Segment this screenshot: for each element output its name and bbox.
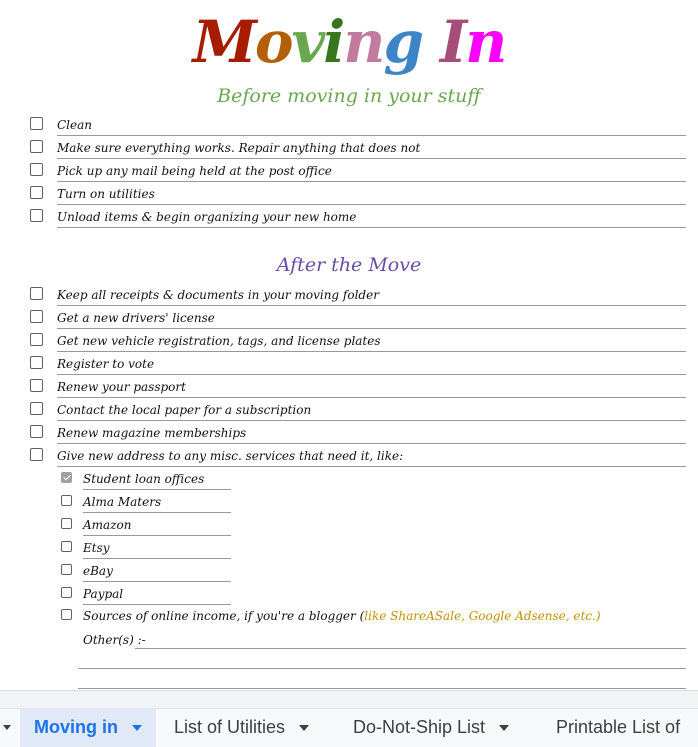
checkbox[interactable] bbox=[30, 333, 43, 346]
sheet-tab[interactable] bbox=[353, 708, 509, 747]
checkbox[interactable] bbox=[61, 587, 72, 598]
checkbox[interactable] bbox=[30, 379, 43, 392]
page-title bbox=[0, 0, 698, 84]
sub-checklist-row bbox=[0, 583, 240, 605]
title-letter: v bbox=[291, 8, 324, 76]
sub-checklist-row bbox=[0, 560, 240, 582]
service-label: Amazon bbox=[83, 514, 231, 536]
chevron-down-icon[interactable] bbox=[499, 725, 509, 731]
checklist-row bbox=[0, 137, 686, 159]
task-label: Give new address to any misc. services that need it, like: bbox=[57, 445, 686, 467]
checklist-row bbox=[0, 183, 686, 205]
other-input-line[interactable] bbox=[78, 688, 686, 689]
checkbox[interactable] bbox=[30, 356, 43, 369]
checkbox[interactable] bbox=[61, 518, 72, 529]
sheet-tab[interactable] bbox=[174, 708, 309, 747]
checkbox[interactable] bbox=[30, 402, 43, 415]
sheet-tab-label: Moving in bbox=[34, 717, 118, 737]
checkbox[interactable] bbox=[30, 163, 43, 176]
title-letter: i bbox=[323, 8, 344, 76]
task-label: Register to vote bbox=[57, 353, 686, 375]
income-label: Sources of online income, if you're a blogger ( bbox=[83, 609, 365, 623]
checkbox[interactable] bbox=[61, 609, 72, 620]
previous-tab-dropdown[interactable] bbox=[0, 708, 14, 747]
checklist-row bbox=[0, 307, 686, 329]
task-label: Pick up any mail being held at the post office bbox=[57, 160, 686, 182]
list-item-online-income bbox=[0, 605, 698, 627]
task-label: Clean bbox=[57, 114, 686, 136]
checkbox[interactable] bbox=[30, 448, 43, 461]
sub-checklist-row bbox=[0, 491, 240, 513]
task-label: Renew magazine memberships bbox=[57, 422, 686, 444]
checkbox[interactable] bbox=[30, 425, 43, 438]
title-letter: n bbox=[343, 8, 384, 76]
chevron-down-icon[interactable] bbox=[132, 725, 142, 731]
sheet-tab[interactable] bbox=[556, 708, 680, 747]
checkbox[interactable] bbox=[30, 186, 43, 199]
checkbox[interactable] bbox=[30, 140, 43, 153]
title-letter: I bbox=[440, 8, 466, 76]
sheet-tab[interactable] bbox=[20, 708, 156, 747]
sheet-tab-label: Do-Not-Ship List bbox=[353, 717, 486, 737]
checklist-row bbox=[0, 376, 686, 398]
service-label: Etsy bbox=[83, 537, 231, 559]
checklist-row bbox=[0, 330, 686, 352]
title-letter: g bbox=[383, 8, 423, 76]
sub-checklist-row bbox=[0, 514, 240, 536]
chevron-down-icon bbox=[3, 725, 11, 730]
other-input-line[interactable] bbox=[78, 668, 686, 669]
checklist-row bbox=[0, 284, 686, 306]
task-label: Turn on utilities bbox=[57, 183, 686, 205]
sub-checklist-row bbox=[0, 468, 240, 490]
checkbox[interactable] bbox=[30, 209, 43, 222]
sheet-tab-bar bbox=[0, 690, 698, 747]
service-label: Alma Maters bbox=[83, 491, 231, 513]
service-label: eBay bbox=[83, 560, 231, 582]
title-letter: M bbox=[192, 8, 255, 76]
checkbox[interactable] bbox=[61, 472, 72, 483]
task-label: Get new vehicle registration, tags, and license plates bbox=[57, 330, 686, 352]
checkbox[interactable] bbox=[61, 495, 72, 506]
other-label: Other(s) :- bbox=[83, 633, 146, 647]
checkbox[interactable] bbox=[30, 310, 43, 323]
task-label: Unload items & begin organizing your new home bbox=[57, 206, 686, 228]
section-heading-after: After the Move bbox=[276, 254, 422, 276]
checklist-row bbox=[0, 422, 686, 444]
checklist-row bbox=[0, 399, 686, 421]
task-label: Contact the local paper for a subscription bbox=[57, 399, 686, 421]
task-label: Renew your passport bbox=[57, 376, 686, 398]
checklist-row bbox=[0, 353, 686, 375]
other-input-line[interactable] bbox=[135, 648, 686, 649]
checkbox[interactable] bbox=[30, 117, 43, 130]
checklist-row bbox=[0, 114, 686, 136]
title-letter: n bbox=[465, 8, 506, 76]
chevron-down-icon[interactable] bbox=[299, 725, 309, 731]
service-label: Student loan offices bbox=[83, 468, 231, 490]
task-label: Get a new drivers' license bbox=[57, 307, 686, 329]
checklist-row bbox=[0, 206, 686, 228]
checklist-row bbox=[0, 445, 686, 467]
section-heading-before: Before moving in your stuff bbox=[217, 85, 481, 107]
checkbox[interactable] bbox=[61, 541, 72, 552]
task-label: Make sure everything works. Repair anything that does not bbox=[57, 137, 686, 159]
checkbox[interactable] bbox=[61, 564, 72, 575]
task-label: Keep all receipts & documents in your moving folder bbox=[57, 284, 686, 306]
sheet-tab-label: List of Utilities bbox=[174, 717, 286, 737]
checklist-row bbox=[0, 160, 686, 182]
checkbox[interactable] bbox=[30, 287, 43, 300]
service-label: Paypal bbox=[83, 583, 231, 605]
horizontal-scrollbar[interactable] bbox=[0, 691, 698, 709]
sheet-tab-label: Printable List of bbox=[556, 717, 681, 737]
income-examples: like ShareASale, Google Adsense, etc.) bbox=[364, 609, 601, 623]
title-letter: o bbox=[254, 8, 292, 76]
sub-checklist-row bbox=[0, 537, 240, 559]
